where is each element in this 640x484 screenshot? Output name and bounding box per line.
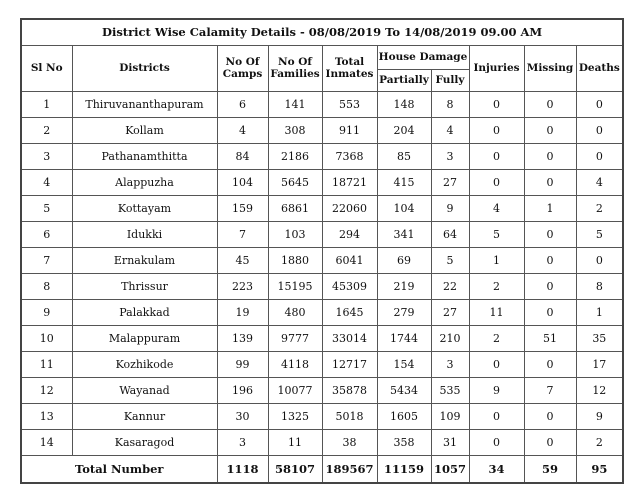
table-row [21,170,623,196]
table-row [21,222,623,248]
total-fully: 1057 [431,456,469,484]
cell-injuries: 5 [469,222,524,248]
cell-deaths: 12 [576,378,623,404]
cell-district: Kottayam [72,196,217,222]
cell-families: 4118 [268,352,322,378]
cell-sl-no: 6 [21,222,72,248]
cell-partially: 219 [377,274,431,300]
cell-partially: 154 [377,352,431,378]
cell-inmates: 33014 [322,326,377,352]
cell-injuries: 11 [469,300,524,326]
table-row [21,430,623,456]
table-body [21,92,623,456]
total-partially: 11159 [377,456,431,484]
cell-sl-no: 10 [21,326,72,352]
cell-families: 1325 [268,404,322,430]
cell-injuries: 4 [469,196,524,222]
cell-district: Ernakulam [72,248,217,274]
table-row [21,248,623,274]
cell-district: Idukki [72,222,217,248]
cell-injuries: 1 [469,248,524,274]
cell-families: 15195 [268,274,322,300]
cell-families: 308 [268,118,322,144]
cell-partially: 279 [377,300,431,326]
header-families: No Of Families [268,46,322,92]
cell-camps: 30 [217,404,268,430]
cell-deaths: 0 [576,118,623,144]
cell-deaths: 2 [576,430,623,456]
cell-sl-no: 3 [21,144,72,170]
cell-inmates: 12717 [322,352,377,378]
total-label: Total Number [21,456,217,484]
cell-district: Wayanad [72,378,217,404]
cell-missing: 0 [524,118,576,144]
table-row [21,118,623,144]
cell-camps: 139 [217,326,268,352]
cell-inmates: 294 [322,222,377,248]
cell-fully: 8 [431,92,469,118]
cell-camps: 159 [217,196,268,222]
cell-fully: 4 [431,118,469,144]
total-families: 58107 [268,456,322,484]
table-row [21,144,623,170]
cell-camps: 45 [217,248,268,274]
cell-district: Kollam [72,118,217,144]
cell-families: 10077 [268,378,322,404]
cell-fully: 535 [431,378,469,404]
cell-missing: 0 [524,352,576,378]
cell-families: 103 [268,222,322,248]
cell-families: 1880 [268,248,322,274]
cell-camps: 104 [217,170,268,196]
cell-fully: 27 [431,170,469,196]
cell-sl-no: 1 [21,92,72,118]
cell-missing: 1 [524,196,576,222]
header-house-damage: House Damage [377,46,469,70]
cell-injuries: 0 [469,352,524,378]
cell-fully: 9 [431,196,469,222]
total-inmates: 189567 [322,456,377,484]
cell-sl-no: 11 [21,352,72,378]
cell-district: Pathanamthitta [72,144,217,170]
cell-deaths: 2 [576,196,623,222]
cell-camps: 19 [217,300,268,326]
cell-families: 9777 [268,326,322,352]
cell-partially: 69 [377,248,431,274]
report-title: District Wise Calamity Details - 08/08/2019 To 14/08/2019 09.00 AM [21,19,623,46]
cell-deaths: 0 [576,144,623,170]
cell-injuries: 0 [469,170,524,196]
total-camps: 1118 [217,456,268,484]
cell-fully: 210 [431,326,469,352]
cell-fully: 31 [431,430,469,456]
cell-partially: 415 [377,170,431,196]
cell-inmates: 1645 [322,300,377,326]
cell-missing: 7 [524,378,576,404]
header-injuries: Injuries [469,46,524,92]
cell-deaths: 9 [576,404,623,430]
cell-inmates: 18721 [322,170,377,196]
table-row [21,196,623,222]
cell-injuries: 9 [469,378,524,404]
cell-missing: 0 [524,300,576,326]
header-deaths: Deaths [576,46,623,92]
header-sl-no: Sl No [21,46,72,92]
cell-inmates: 35878 [322,378,377,404]
cell-families: 11 [268,430,322,456]
cell-injuries: 0 [469,118,524,144]
cell-sl-no: 7 [21,248,72,274]
cell-families: 6861 [268,196,322,222]
cell-missing: 0 [524,222,576,248]
cell-camps: 3 [217,430,268,456]
header-inmates: Total Inmates [322,46,377,92]
cell-families: 2186 [268,144,322,170]
cell-deaths: 17 [576,352,623,378]
cell-inmates: 911 [322,118,377,144]
cell-missing: 0 [524,404,576,430]
cell-fully: 3 [431,144,469,170]
cell-partially: 148 [377,92,431,118]
cell-inmates: 6041 [322,248,377,274]
cell-injuries: 0 [469,430,524,456]
total-row [21,456,623,484]
cell-partially: 104 [377,196,431,222]
cell-inmates: 553 [322,92,377,118]
cell-missing: 0 [524,92,576,118]
cell-sl-no: 14 [21,430,72,456]
cell-missing: 51 [524,326,576,352]
cell-partially: 341 [377,222,431,248]
cell-deaths: 0 [576,92,623,118]
cell-partially: 204 [377,118,431,144]
header-fully: Fully [431,70,469,92]
cell-missing: 0 [524,430,576,456]
cell-camps: 4 [217,118,268,144]
cell-missing: 0 [524,248,576,274]
cell-missing: 0 [524,274,576,300]
header-districts: Districts [72,46,217,92]
cell-deaths: 35 [576,326,623,352]
cell-district: Thiruvananthapuram [72,92,217,118]
total-missing: 59 [524,456,576,484]
cell-fully: 27 [431,300,469,326]
table-row [21,326,623,352]
cell-camps: 99 [217,352,268,378]
table-row [21,404,623,430]
cell-district: Malappuram [72,326,217,352]
cell-district: Thrissur [72,274,217,300]
cell-inmates: 38 [322,430,377,456]
cell-inmates: 45309 [322,274,377,300]
cell-district: Alappuzha [72,170,217,196]
cell-families: 5645 [268,170,322,196]
cell-camps: 196 [217,378,268,404]
table-row [21,352,623,378]
cell-inmates: 5018 [322,404,377,430]
cell-camps: 7 [217,222,268,248]
cell-injuries: 0 [469,144,524,170]
cell-families: 480 [268,300,322,326]
cell-families: 141 [268,92,322,118]
cell-district: Palakkad [72,300,217,326]
cell-deaths: 5 [576,222,623,248]
cell-fully: 64 [431,222,469,248]
cell-partially: 85 [377,144,431,170]
cell-sl-no: 13 [21,404,72,430]
cell-sl-no: 2 [21,118,72,144]
calamity-table [20,18,624,484]
table-row [21,274,623,300]
cell-camps: 84 [217,144,268,170]
total-deaths: 95 [576,456,623,484]
cell-fully: 5 [431,248,469,274]
cell-camps: 6 [217,92,268,118]
table-row [21,300,623,326]
cell-missing: 0 [524,170,576,196]
cell-district: Kasaragod [72,430,217,456]
calamity-report [20,18,622,476]
header-camps: No Of Camps [217,46,268,92]
table-row [21,378,623,404]
cell-deaths: 1 [576,300,623,326]
cell-inmates: 7368 [322,144,377,170]
cell-missing: 0 [524,144,576,170]
cell-district: Kozhikode [72,352,217,378]
cell-injuries: 0 [469,404,524,430]
header-missing: Missing [524,46,576,92]
cell-injuries: 2 [469,274,524,300]
table-row [21,92,623,118]
cell-sl-no: 9 [21,300,72,326]
cell-deaths: 8 [576,274,623,300]
cell-injuries: 2 [469,326,524,352]
cell-inmates: 22060 [322,196,377,222]
cell-fully: 22 [431,274,469,300]
cell-sl-no: 8 [21,274,72,300]
cell-injuries: 0 [469,92,524,118]
cell-deaths: 4 [576,170,623,196]
cell-sl-no: 12 [21,378,72,404]
cell-partially: 358 [377,430,431,456]
cell-sl-no: 4 [21,170,72,196]
cell-fully: 3 [431,352,469,378]
total-injuries: 34 [469,456,524,484]
cell-district: Kannur [72,404,217,430]
cell-partially: 1605 [377,404,431,430]
cell-sl-no: 5 [21,196,72,222]
cell-fully: 109 [431,404,469,430]
header-partially: Partially [377,70,431,92]
cell-deaths: 0 [576,248,623,274]
cell-partially: 1744 [377,326,431,352]
cell-camps: 223 [217,274,268,300]
cell-partially: 5434 [377,378,431,404]
